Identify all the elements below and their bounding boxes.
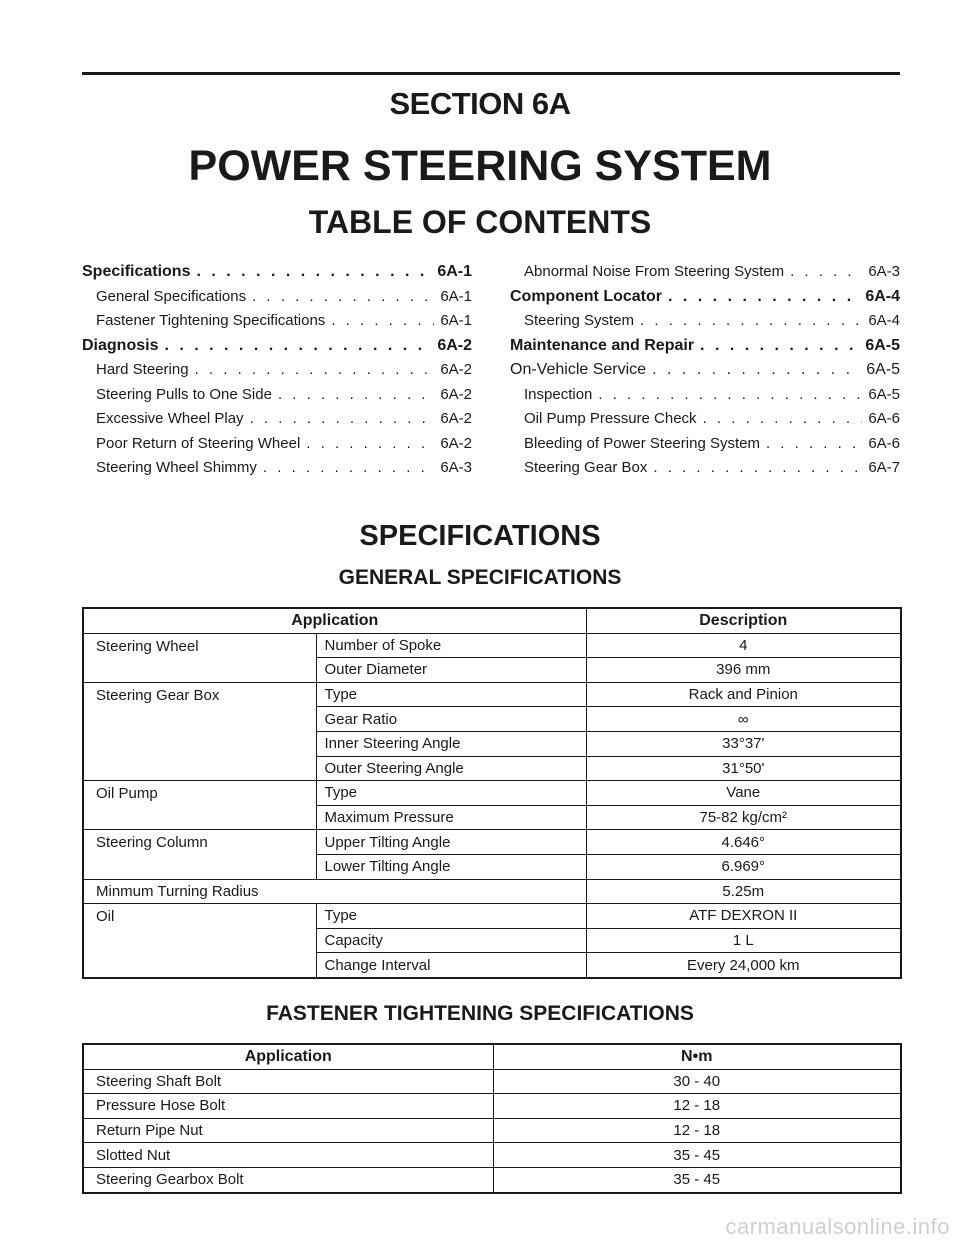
toc-heading: TABLE OF CONTENTS: [308, 204, 652, 240]
application-cell: Return Pipe Nut: [83, 1118, 493, 1143]
toc-entry-label: Diagnosis: [82, 336, 159, 354]
application-cell: Slotted Nut: [83, 1143, 493, 1168]
toc-leader-dots: [195, 361, 435, 378]
table-row: [83, 1069, 901, 1094]
toc-entry[interactable]: [510, 312, 900, 337]
value-cell: 6.969°: [586, 854, 901, 879]
value-cell: 35 - 45: [493, 1167, 901, 1192]
application-cell: Oil: [96, 908, 115, 926]
fastener-specifications-table: [82, 1043, 902, 1194]
value-cell: ∞: [586, 707, 901, 732]
toc-leader-dots: [306, 435, 434, 452]
toc-entry[interactable]: [510, 263, 900, 288]
toc-right-column: [510, 263, 900, 484]
table-row: [83, 1143, 901, 1168]
table-row: [83, 781, 901, 806]
top-rule: [82, 72, 900, 75]
application-cell: Steering Wheel: [83, 633, 316, 682]
item-cell: Type: [316, 682, 586, 707]
value-cell: Every 24,000 km: [586, 953, 901, 978]
toc-entry-label: General Specifications: [96, 287, 247, 305]
value-cell: 12 - 18: [493, 1118, 901, 1143]
value-cell: Vane: [586, 781, 901, 806]
value-cell: 12 - 18: [493, 1094, 901, 1119]
toc-entry[interactable]: [82, 337, 472, 362]
watermark: carmanualsonline.info: [725, 1214, 950, 1239]
item-cell: Maximum Pressure: [316, 805, 586, 830]
toc-entry-label: Fastener Tightening Specifications: [96, 312, 326, 329]
toc-entry[interactable]: [82, 312, 472, 337]
toc-entry-page: 6A-7: [868, 459, 900, 476]
toc-entry-page: 6A-2: [440, 385, 472, 403]
toc-entry[interactable]: [82, 386, 472, 411]
toc-entry[interactable]: [510, 337, 900, 362]
toc-leader-dots: [790, 263, 862, 280]
toc-entry-label: Component Locator: [510, 287, 662, 305]
toc-leader-dots: [331, 312, 434, 329]
toc-entry-label: Hard Steering: [96, 361, 189, 378]
item-cell: Inner Steering Angle: [316, 731, 586, 756]
application-cell: Steering Column: [83, 830, 316, 879]
toc-entry-label: Poor Return of Steering Wheel: [96, 434, 301, 452]
toc-leader-dots: [164, 337, 431, 355]
value-cell: 4.646°: [586, 830, 901, 855]
toc-leader-dots: [196, 263, 431, 281]
toc-entry-label: Steering Pulls to One Side: [96, 385, 272, 403]
toc-left-column: [82, 263, 472, 484]
toc-entry-page: 6A-3: [868, 263, 900, 280]
general-specifications-table: [82, 607, 902, 979]
table-row: [83, 633, 901, 658]
application-cell: Steering Gear Box: [83, 682, 316, 780]
specifications-heading: SPECIFICATIONS: [359, 520, 601, 552]
toc-entry[interactable]: [510, 288, 900, 313]
toc-entry-label: Inspection: [524, 385, 593, 403]
application-cell: Minmum Turning Radius: [83, 879, 586, 904]
toc-leader-dots: [640, 312, 862, 329]
toc-entry[interactable]: [510, 361, 900, 386]
general-specifications-heading: GENERAL SPECIFICATIONS: [338, 566, 622, 589]
toc-leader-dots: [252, 288, 434, 305]
toc-leader-dots: [278, 386, 434, 403]
toc-entry-page: 6A-6: [868, 410, 900, 427]
toc-entry[interactable]: [82, 288, 472, 313]
item-cell: Gear Ratio: [316, 707, 586, 732]
item-cell: Type: [316, 781, 586, 806]
value-cell: 35 - 45: [493, 1143, 901, 1168]
table-row: [83, 904, 901, 929]
value-cell: Rack and Pinion: [586, 682, 901, 707]
item-cell: Number of Spoke: [316, 633, 586, 658]
item-cell: Outer Diameter: [316, 658, 586, 683]
toc-leader-dots: [653, 459, 862, 476]
table-row: [83, 682, 901, 707]
toc-entry-label: Maintenance and Repair: [510, 336, 695, 354]
toc-entry-page: 6A-5: [868, 385, 900, 403]
value-cell: 75-82 kg/cm²: [586, 805, 901, 830]
table-row: [83, 1167, 901, 1192]
value-cell: 31°50': [586, 756, 901, 781]
value-cell: ATF DEXRON II: [586, 904, 901, 929]
toc-entry-page: 6A-3: [440, 459, 472, 476]
value-cell: 5.25m: [586, 879, 901, 904]
toc-entry[interactable]: [510, 386, 900, 411]
table-row: [83, 879, 901, 904]
application-cell: Pressure Hose Bolt: [83, 1094, 493, 1119]
application-cell: Steering Gearbox Bolt: [96, 1171, 244, 1189]
toc-entry[interactable]: [82, 263, 472, 288]
value-cell: 30 - 40: [493, 1069, 901, 1094]
table-row: [83, 1094, 901, 1119]
toc-entry[interactable]: [82, 361, 472, 386]
toc-entry[interactable]: [82, 435, 472, 460]
toc-entry[interactable]: [82, 459, 472, 484]
fastener-specifications-heading: FASTENER TIGHTENING SPECIFICATIONS: [266, 1002, 694, 1025]
value-cell: 1 L: [586, 928, 901, 953]
column-header-application: Application: [83, 608, 586, 633]
value-cell: 4: [586, 633, 901, 658]
toc-entry-page: 6A-2: [440, 410, 472, 427]
column-header-torque-unit: N•m: [493, 1044, 901, 1069]
toc-entry-page: 6A-5: [865, 336, 900, 354]
toc-entry-page: 6A-2: [440, 434, 472, 452]
column-header-description: Description: [586, 608, 901, 633]
toc-entry-label: Excessive Wheel Play: [96, 410, 244, 427]
table-row: [83, 1118, 901, 1143]
item-cell: Type: [316, 904, 586, 929]
toc-leader-dots: [700, 337, 859, 355]
column-header-application: Application: [83, 1044, 493, 1069]
toc-entry-label: On-Vehicle Service: [510, 361, 647, 378]
toc-entry-page: 6A-4: [868, 312, 900, 329]
item-cell: Upper Tilting Angle: [316, 830, 586, 855]
application-cell: Steering Shaft Bolt: [83, 1069, 493, 1094]
page-title: POWER STEERING SYSTEM: [188, 142, 772, 190]
toc-entry-page: 6A-2: [437, 336, 472, 354]
toc-entry[interactable]: [82, 410, 472, 435]
toc-leader-dots: [263, 459, 434, 476]
toc-entry-label: Steering System: [524, 312, 635, 329]
toc-entry[interactable]: [510, 410, 900, 435]
toc-entry-label: Oil Pump Pressure Check: [524, 410, 697, 427]
table-header-row: [83, 1044, 901, 1069]
table-row: [83, 830, 901, 855]
table-header-row: [83, 608, 901, 633]
toc-entry-label: Bleeding of Power Steering System: [524, 434, 760, 452]
value-cell: 396 mm: [586, 658, 901, 683]
item-cell: Outer Steering Angle: [316, 756, 586, 781]
item-cell: Lower Tilting Angle: [316, 854, 586, 879]
toc-entry-page: 6A-2: [440, 361, 472, 378]
toc-entry-page: 6A-1: [440, 287, 472, 305]
toc-leader-dots: [703, 410, 863, 427]
toc-entry-page: 6A-1: [440, 312, 472, 329]
section-number: SECTION 6A: [389, 86, 571, 121]
toc-entry[interactable]: [510, 459, 900, 484]
toc-leader-dots: [598, 386, 862, 403]
toc-leader-dots: [250, 410, 435, 427]
item-cell: Capacity: [316, 928, 586, 953]
toc-entry-page: 6A-4: [865, 287, 900, 305]
item-cell: Change Interval: [316, 953, 586, 978]
toc-leader-dots: [652, 361, 860, 379]
value-cell: 33°37': [586, 731, 901, 756]
toc-entry-page: 6A-1: [437, 263, 472, 280]
toc-leader-dots: [668, 288, 859, 306]
application-cell: Oil Pump: [83, 781, 316, 830]
toc-entry[interactable]: [510, 435, 900, 460]
toc-entry-label: Abnormal Noise From Steering System: [524, 263, 785, 280]
toc-entry-label: Specifications: [82, 263, 191, 280]
toc-entry-label: Steering Gear Box: [524, 459, 648, 476]
toc-leader-dots: [766, 435, 862, 452]
toc-entry-label: Steering Wheel Shimmy: [96, 459, 257, 476]
toc-entry-page: 6A-6: [868, 434, 900, 452]
toc-entry-page: 6A-5: [866, 361, 900, 378]
